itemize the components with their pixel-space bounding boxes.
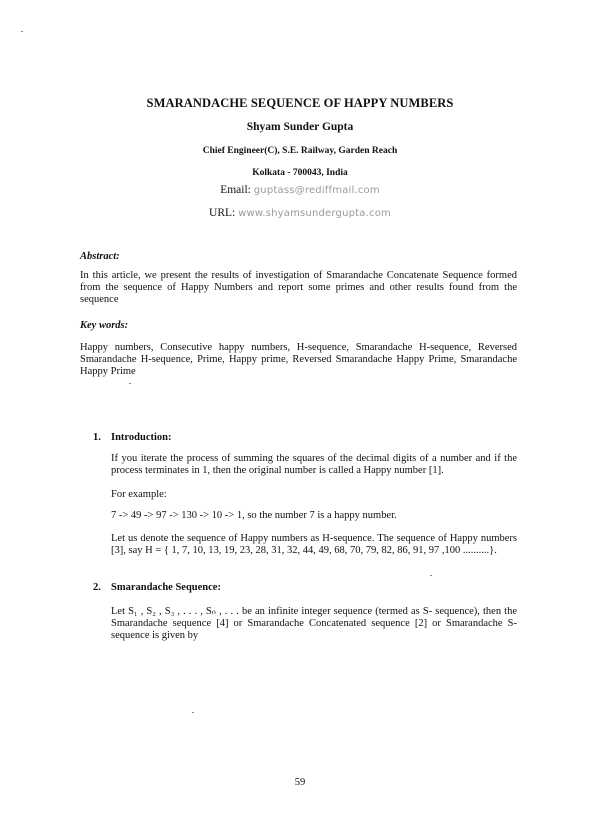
section-1-number: 1. [93,432,101,443]
keywords-text: Happy numbers, Consecutive happy numbers, H-sequence, Smarandache H-sequence, Reversed Smarandache H-sequence, Prime, Happy prime, Reversed Smarandache Happy Prime, Smarandache Happy Prime [80,342,517,377]
scan-speck [192,712,194,713]
author-name: Shyam Sunder Gupta [246,121,354,133]
section-2-number: 2. [93,582,101,593]
section-1-para-4: Let us denote the sequence of Happy numbers as H-sequence. The sequence of Happy numbers [3], say H = { 1, 7, 10, 13, 19, 23, 28, 31, 32, 44, 49, 68, 70, 79, 82, 86, 91, 97 ,100 ..........}. [111,533,517,556]
abstract-text: In this article, we present the results of investigation of Smarandache Concatenate Sequence formed from the sequence of Happy Numbers and report some primes and other results found from the sequence [80,270,517,305]
scan-speck [129,383,131,384]
section-1-para-1: If you iterate the process of summing the squares of the decimal digits of a number and if the process terminates in 1, then the original number is called a Happy number [1]. [111,453,517,476]
scan-speck [430,575,432,576]
section-2-para-1: Let S₁ , S₂ , S₃ , . . . , Sₙ , . . . be an infinite integer sequence (termed as S- sequence), then the Smarandache sequence [4] or Smarandache Concatenated sequence [2] or Smarandache S-sequence is given by [111,606,517,641]
page-number: 59 [294,777,306,788]
scan-speck [21,31,23,32]
keywords-heading: Key words: [80,320,129,331]
section-1-para-2: For example: [111,489,167,500]
email-label: Email: [220,184,251,196]
section-2-heading: Smarandache Sequence: [111,582,221,593]
section-1-heading: Introduction: [111,432,172,443]
author-affiliation: Chief Engineer(C), S.E. Railway, Garden Reach [202,146,398,156]
abstract-heading: Abstract: [80,251,120,262]
email-address[interactable]: guptass@rediffmail.com [253,185,380,196]
website-url[interactable]: www.shyamsundergupta.com [238,208,391,219]
url-label: URL: [209,207,236,219]
author-city: Kolkata - 700043, India [252,168,348,178]
section-1-para-3: 7 -> 49 -> 97 -> 130 -> 10 -> 1, so the number 7 is a happy number. [111,510,397,521]
paper-title: SMARANDACHE SEQUENCE OF HAPPY NUMBERS [146,96,454,110]
url-line [0,207,600,219]
email-line [0,184,600,196]
